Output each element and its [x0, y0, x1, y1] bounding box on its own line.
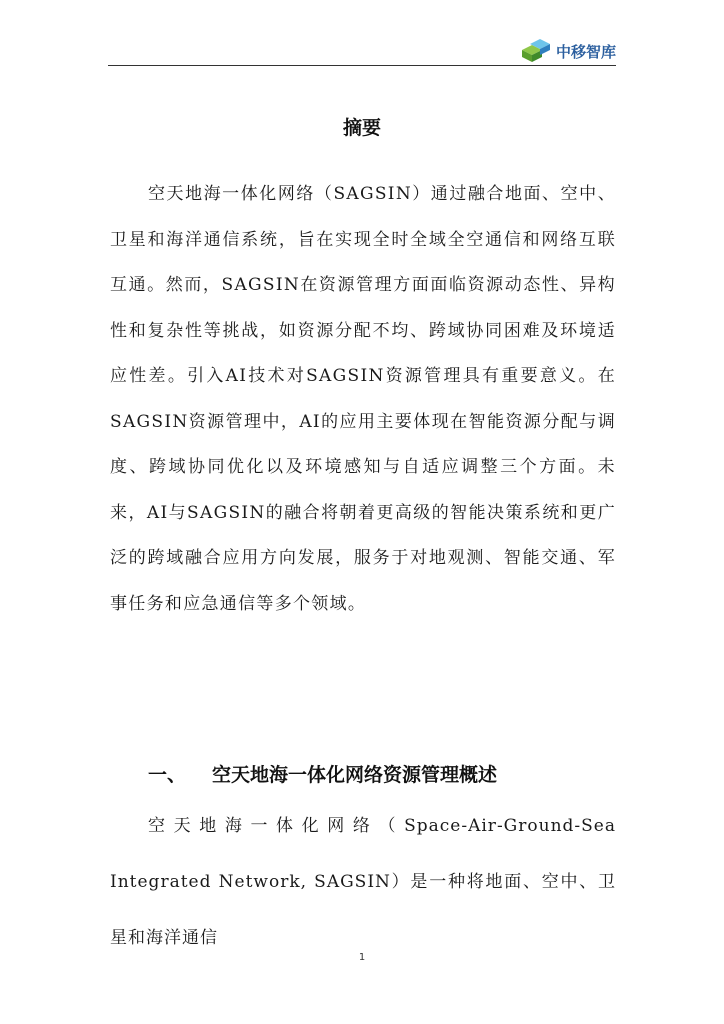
page-header — [108, 36, 616, 66]
page-number: 1 — [358, 952, 366, 963]
brand-logo — [518, 38, 616, 64]
abstract-paragraph: 空天地海一体化网络（SAGSIN）通过融合地面、空中、卫星和海洋通信系统，旨在实现全时全域全空通信和网络互联互通。然而，SAGSIN在资源管理方面面临资源动态性、异构性和复杂性等挑战，如资源分配不均、跨域协同困难及环境适应性差。引入AI技术对SAGSIN资源管理具有重要意义。在SAGSIN资源管理中，AI的应用主要体现在智能资源分配与调度、跨域协同优化以及环境感知与自适应调整三个方面。未来，AI与SAGSIN的融合将朝着更高级的智能决策系统和更广泛的跨域融合应用方向发展，服务于对地观测、智能交通、军事任务和应急通信等多个领域。 — [110, 184, 616, 614]
cube-logo-icon — [518, 38, 552, 64]
logo-text: 中移智库 — [555, 42, 616, 61]
abstract-title: 摘要 — [342, 117, 381, 139]
section-heading — [148, 761, 497, 789]
header-divider — [108, 65, 616, 66]
section-title: 空天地海一体化网络资源管理概述 — [212, 764, 498, 786]
section-paragraph: 空天地海一体化网络（Space-Air-Ground-Sea Integrated Network, SAGSIN）是一种将地面、空中、卫星和海洋通信 — [110, 816, 616, 948]
section-number: 一、 — [148, 764, 187, 786]
